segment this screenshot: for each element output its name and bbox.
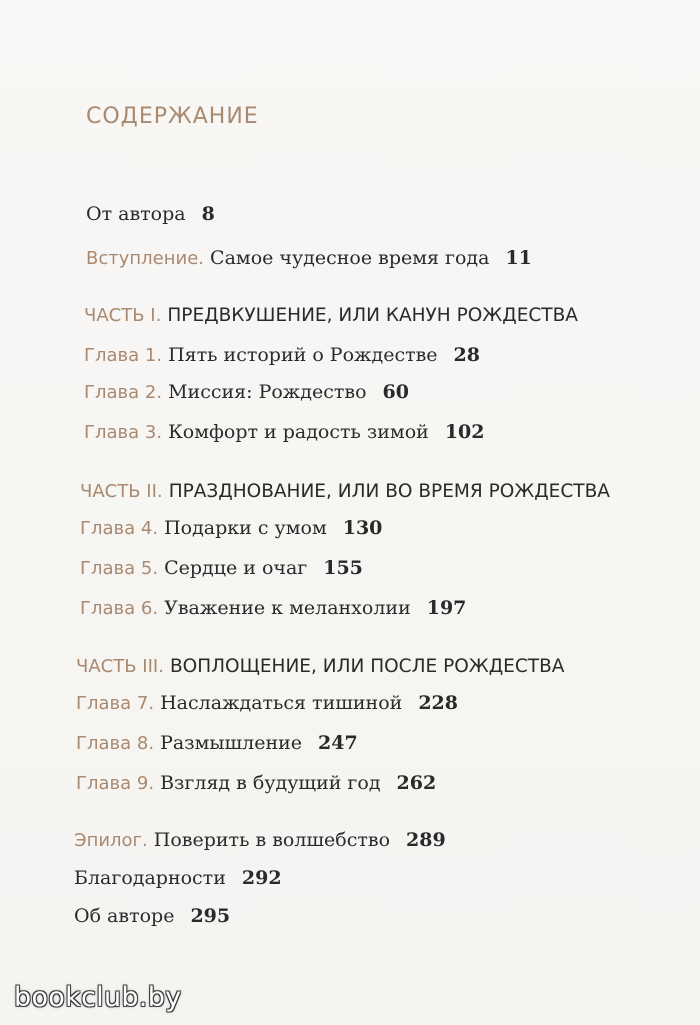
toc-entry-author-note (86, 202, 215, 226)
toc-entry-chapter-1 (84, 343, 480, 368)
part-title: ВОПЛОЩЕНИЕ, ИЛИ ПОСЛЕ РОЖДЕСТВА (169, 656, 565, 677)
entry-prefix: Глава 3. (84, 422, 163, 443)
toc-entry-chapter-7 (76, 691, 458, 716)
toc-entry-acknowledgements (74, 866, 282, 890)
toc-entry-chapter-2 (84, 380, 409, 405)
toc-part-1 (84, 303, 578, 328)
site-watermark: bookclub.by (14, 982, 182, 1013)
entry-page: 28 (453, 344, 480, 366)
entry-page: 292 (241, 867, 282, 889)
entry-prefix: Вступление. (86, 248, 204, 269)
entry-prefix: Глава 7. (76, 693, 155, 714)
entry-page: 8 (201, 203, 215, 225)
entry-title: Размышление (160, 732, 303, 754)
toc-entry-chapter-6 (80, 596, 466, 621)
toc-entry-chapter-8 (76, 731, 358, 756)
entry-page: 228 (418, 692, 458, 714)
toc-entry-chapter-4 (80, 516, 382, 541)
entry-prefix: Глава 8. (76, 733, 155, 754)
toc-entry-epilogue (74, 828, 446, 853)
entry-page: 155 (323, 557, 363, 579)
toc-entry-chapter-3 (84, 420, 485, 445)
entry-page: 130 (342, 517, 383, 539)
entry-prefix: Глава 4. (80, 518, 159, 539)
entry-title: Уважение к меланхолии (164, 597, 411, 619)
entry-prefix: Глава 6. (80, 598, 159, 619)
entry-prefix: Глава 9. (76, 773, 155, 794)
entry-page: 102 (444, 421, 485, 443)
entry-title: Пять историй о Рождестве (168, 344, 438, 366)
entry-title: Благодарности (74, 867, 226, 889)
part-prefix: ЧАСТЬ III. (76, 656, 164, 677)
entry-title: Наслаждаться тишиной (160, 692, 403, 714)
entry-title: Взгляд в будущий год (160, 772, 381, 794)
entry-title: Комфорт и радость зимой (168, 421, 429, 443)
entry-title: Поверить в волшебство (153, 829, 391, 851)
entry-prefix: Глава 5. (80, 558, 159, 579)
entry-page: 60 (382, 381, 409, 403)
part-title: ПРЕДВКУШЕНИЕ, ИЛИ КАНУН РОЖДЕСТВА (167, 305, 578, 326)
toc-entry-chapter-9 (76, 771, 436, 796)
entry-page: 11 (505, 247, 532, 269)
entry-prefix: Глава 1. (84, 345, 163, 366)
entry-page: 295 (190, 905, 231, 927)
toc-entry-about-author (74, 904, 230, 928)
entry-page: 262 (396, 772, 437, 794)
entry-title: Подарки с умом (164, 517, 327, 539)
part-title: ПРАЗДНОВАНИЕ, ИЛИ ВО ВРЕМЯ РОЖДЕСТВА (168, 481, 610, 502)
entry-prefix: Эпилог. (74, 830, 148, 851)
toc-entry-introduction (86, 246, 532, 271)
part-prefix: ЧАСТЬ II. (80, 481, 163, 502)
entry-title: Миссия: Рождество (168, 381, 367, 403)
toc-entry-chapter-5 (80, 556, 363, 581)
entry-page: 247 (318, 732, 358, 754)
part-prefix: ЧАСТЬ I. (84, 305, 162, 326)
entry-page: 289 (406, 829, 446, 851)
entry-title: Об авторе (74, 905, 175, 927)
toc-heading: СОДЕРЖАНИЕ (86, 104, 259, 129)
entry-title: От автора (86, 203, 186, 225)
entry-page: 197 (426, 597, 467, 619)
entry-prefix: Глава 2. (84, 382, 163, 403)
entry-title: Самое чудесное время года (210, 247, 490, 269)
entry-title: Сердце и очаг (164, 557, 308, 579)
toc-part-3 (76, 654, 564, 679)
toc-part-2 (80, 479, 610, 504)
